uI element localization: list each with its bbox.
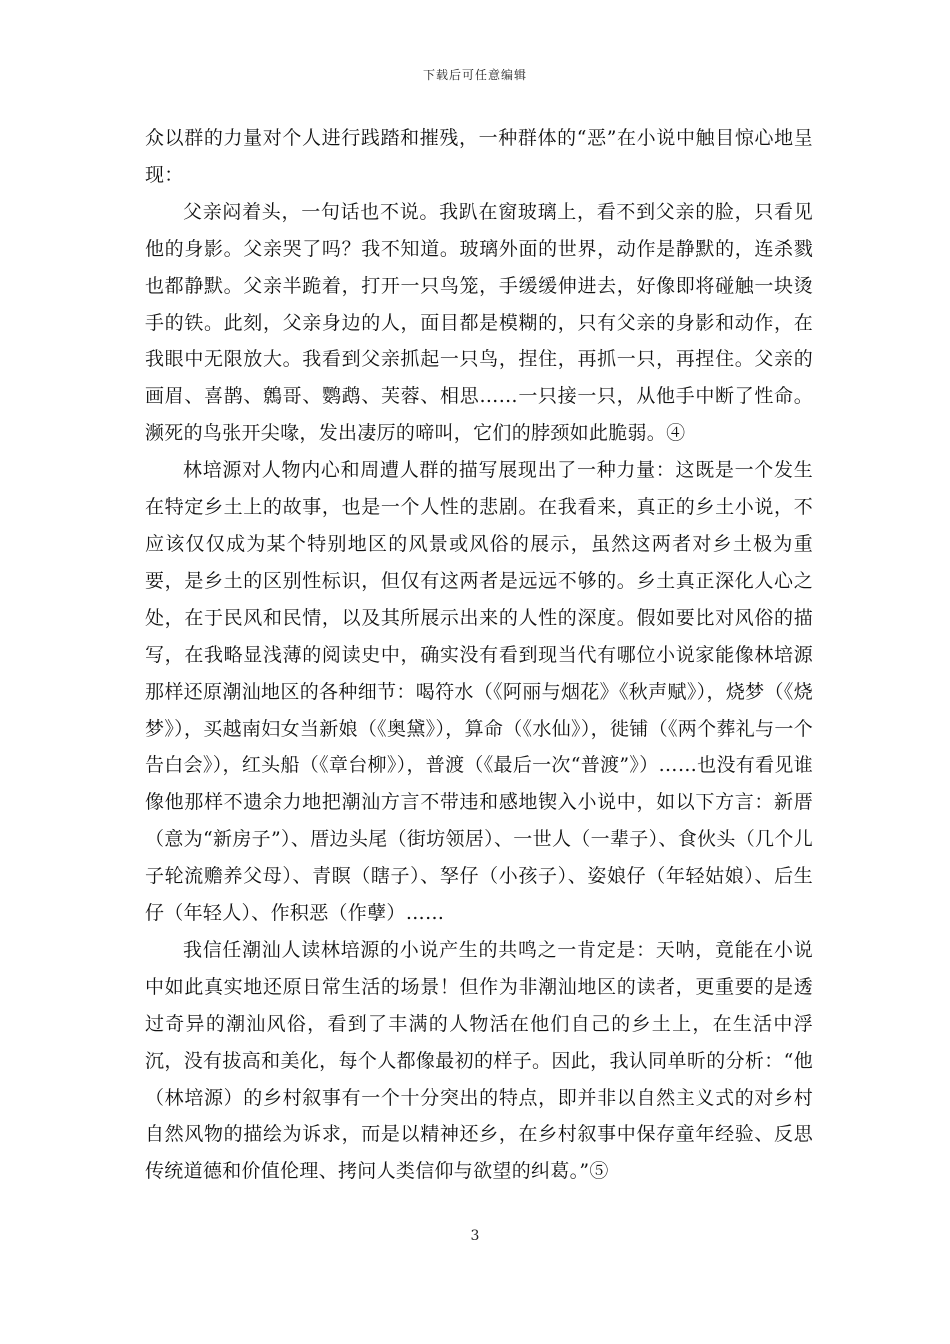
page-number: 3 [470,1228,480,1244]
paragraph-4: 我信任潮汕人读林培源的小说产生的共鸣之一肯定是：天呐，竟能在小说中如此真实地还原日常生活的场景！但作为非潮汕地区的读者，更重要的是透过奇异的潮汕风俗，看到了丰满的人物活在他们自己的乡土上，在生活中浮沉，没有拔高和美化，每个人都像最初的样子。因此，我认同单昕的分析：“他（林培源）的乡村叙事有一个十分突出的特点，即并非以自然主义式的对乡村自然风物的描绘为诉求，而是以精神还乡，在乡村叙事中保存童年经验、反思传统道德和价值伦理、拷问人类信仰与欲望的纠葛。”⑤ [145,938,813,1183]
body-text [145,120,813,1190]
paragraph-3: 林培源对人物内心和周遭人群的描写展现出了一种力量：这既是一个发生在特定乡土上的故事，也是一个人性的悲剧。在我看来，真正的乡土小说，不应该仅仅成为某个特别地区的风景或风俗的展示，虽然这两者对乡土极为重要，是乡土的区别性标识，但仅有这两者是远远不够的。乡土真正深化人心之处，在于民风和民情，以及其所展示出来的人性的深度。假如要比对风俗的描写，在我略显浅薄的阅读史中，确实没有看到现当代有哪位小说家能像林培源那样还原潮汕地区的各种细节：喝符水（《阿丽与烟花》《秋声赋》），烧梦（《烧梦》），买越南妇女当新娘（《奥黛》），算命（《水仙》），徙铺（《两个葬礼与一个告白会》），红头船（《章台柳》），普渡（《最后一次“普渡”》）……也没有看见谁像他那样不遗余力地把潮汕方言不带违和感地锲入小说中，如以下方言：新厝（意为“新房子”）、厝边头尾（街坊领居）、一世人（一辈子）、食伙头（几个儿子轮流赡养父母）、青瞑（瞎子）、孥仔（小孩子）、姿娘仔（年轻姑娘）、后生仔（年轻人）、作积恶（作孽）…… [145,459,813,925]
page-header: 下载后可任意编辑 [422,68,527,82]
paragraph-1: 众以群的力量对个人进行践踏和摧残，一种群体的“恶”在小说中触目惊心地呈现： [145,127,813,186]
paragraph-2-quote: 父亲闷着头，一句话也不说。我趴在窗玻璃上，看不到父亲的脸，只看见他的身影。父亲哭了吗？我不知道。玻璃外面的世界，动作是静默的，连杀戮也都静默。父亲半跪着，打开一只鸟笼，手缓缓伸进去，好像即将碰触一块烫手的铁。此刻，父亲身边的人，面目都是模糊的，只有父亲的身影和动作，在我眼中无限放大。我看到父亲抓起一只鸟，捏住，再抓一只，再捏住。父亲的画眉、喜鹊、鷯哥、鹦鹉、芙蓉、相思……一只接一只，从他手中断了性命。濒死的鸟张开尖喙，发出凄厉的啼叫，它们的脖颈如此脆弱。④ [145,200,813,445]
